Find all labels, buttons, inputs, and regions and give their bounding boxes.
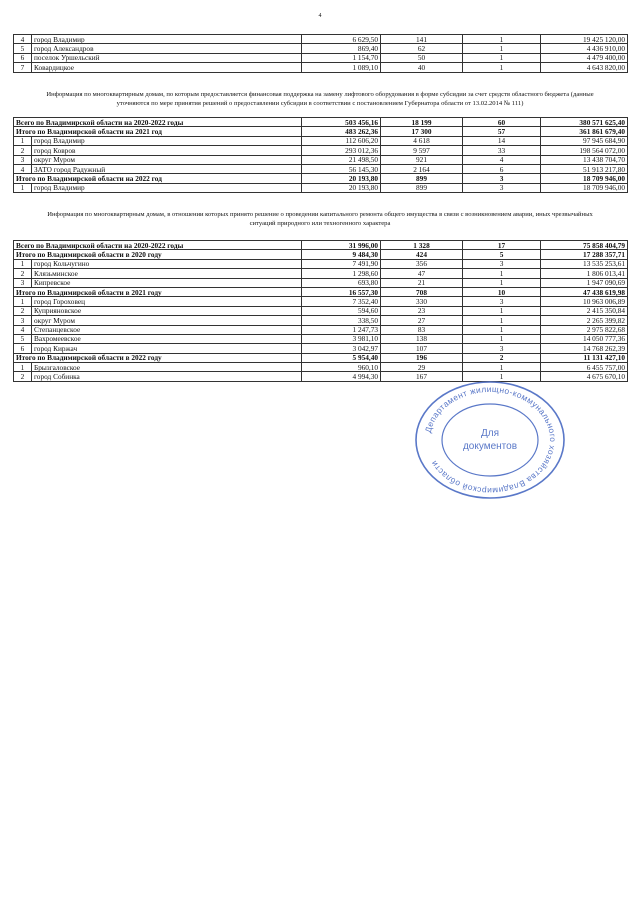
- cell-area: 869,40: [302, 44, 381, 53]
- cell-area: 594,60: [302, 306, 381, 315]
- cell-sum: 4 436 910,00: [541, 44, 628, 53]
- cell-number: 1: [14, 183, 32, 192]
- cell-houses: 1: [463, 316, 541, 325]
- cell-sum: 11 131 427,10: [541, 353, 628, 362]
- cell-people: 50: [381, 53, 463, 62]
- stamp-text-line2: документов: [462, 441, 518, 452]
- cell-name: Кипревское: [32, 278, 302, 287]
- cell-name: город Владимир: [32, 183, 302, 192]
- cell-people: 18 199: [381, 118, 463, 127]
- cell-name: город Гороховец: [32, 297, 302, 306]
- cell-number: 4: [14, 325, 32, 334]
- cell-people: 356: [381, 259, 463, 268]
- table-total-row: [14, 250, 628, 259]
- table-row: [14, 325, 628, 334]
- cell-houses: 10: [463, 287, 541, 296]
- cell-sum: 1 947 090,69: [541, 278, 628, 287]
- cell-houses: 4: [463, 155, 541, 164]
- table-row: [14, 164, 628, 173]
- cell-area: 960,10: [302, 363, 381, 372]
- cell-number: 1: [14, 136, 32, 145]
- cell-people: 921: [381, 155, 463, 164]
- cell-name: город Ковров: [32, 146, 302, 155]
- table-row: [14, 316, 628, 325]
- cell-number: 4: [14, 164, 32, 173]
- cell-number: 7: [14, 63, 32, 72]
- info-elevator-replacement: Информация по многоквартирным домам, по которым предоставляется финансовая поддержка на замену лифтового оборудования в форме субсидии за счет средств областного бюджета (данные уточняются по мере принятия решений о предоставлении субсидии в соответствии с постановлением Губернатора области от 13.02.2014 № 111): [46, 91, 594, 107]
- cell-houses: 3: [463, 183, 541, 192]
- cell-houses: 1: [463, 334, 541, 343]
- cell-number: 5: [14, 44, 32, 53]
- table-total-row: [14, 287, 628, 296]
- department-stamp: [412, 378, 568, 502]
- cell-houses: 1: [463, 44, 541, 53]
- cell-sum: 1 806 013,41: [541, 269, 628, 278]
- cell-people: 330: [381, 297, 463, 306]
- cell-people: 141: [381, 35, 463, 44]
- cell-people: 21: [381, 278, 463, 287]
- cell-number: 2: [14, 306, 32, 315]
- cell-people: 708: [381, 287, 463, 296]
- cell-name: город Кольчугино: [32, 259, 302, 268]
- cell-houses: 1: [463, 278, 541, 287]
- cell-houses: 3: [463, 174, 541, 183]
- cell-area: 1 154,70: [302, 53, 381, 62]
- cell-number: 1: [14, 259, 32, 268]
- cell-houses: 14: [463, 136, 541, 145]
- stamp-ring-textpath: Департамент жилищно-коммунального хозяйства Владимирской области: [422, 383, 559, 497]
- cell-people: 83: [381, 325, 463, 334]
- table-row: [14, 259, 628, 268]
- cell-sum: 14 768 262,39: [541, 344, 628, 353]
- table-emergency-repair: [13, 240, 628, 382]
- cell-sum: 18 709 946,00: [541, 174, 628, 183]
- cell-number: 2: [14, 269, 32, 278]
- table-total-row: [14, 174, 628, 183]
- cell-houses: 33: [463, 146, 541, 155]
- cell-area: 293 012,36: [302, 146, 381, 155]
- cell-area: 21 498,50: [302, 155, 381, 164]
- table-row: [14, 183, 628, 192]
- cell-people: 62: [381, 44, 463, 53]
- cell-area: 7 352,40: [302, 297, 381, 306]
- cell-houses: 2: [463, 353, 541, 362]
- cell-sum: 75 858 404,79: [541, 241, 628, 250]
- cell-name: Брызгаловское: [32, 363, 302, 372]
- cell-people: 23: [381, 306, 463, 315]
- cell-sum: 97 945 684,90: [541, 136, 628, 145]
- cell-name: Куприяновское: [32, 306, 302, 315]
- cell-houses: 6: [463, 164, 541, 173]
- cell-name: город Владимир: [32, 35, 302, 44]
- cell-houses: 3: [463, 297, 541, 306]
- cell-area: 693,80: [302, 278, 381, 287]
- table-row: [14, 334, 628, 343]
- table-body: [14, 118, 628, 193]
- cell-number: 5: [14, 334, 32, 343]
- cell-sum: 13 438 704,70: [541, 155, 628, 164]
- table-row: [14, 155, 628, 164]
- cell-number: 1: [14, 363, 32, 372]
- cell-people: 29: [381, 363, 463, 372]
- cell-area: 4 994,30: [302, 372, 381, 381]
- cell-area: 56 145,30: [302, 164, 381, 173]
- cell-houses: 3: [463, 259, 541, 268]
- cell-area: 31 996,00: [302, 241, 381, 250]
- cell-name: округ Муром: [32, 316, 302, 325]
- cell-area: 3 042,97: [302, 344, 381, 353]
- cell-area: 16 557,30: [302, 287, 381, 296]
- cell-name: город Александров: [32, 44, 302, 53]
- cell-sum: 10 963 006,89: [541, 297, 628, 306]
- table-row: [14, 297, 628, 306]
- cell-number: 2: [14, 372, 32, 381]
- cell-number: 1: [14, 297, 32, 306]
- cell-houses: 5: [463, 250, 541, 259]
- cell-number: 3: [14, 155, 32, 164]
- cell-houses: 1: [463, 35, 541, 44]
- cell-area: 6 629,50: [302, 35, 381, 44]
- cell-sum: 51 913 217,80: [541, 164, 628, 173]
- cell-number: 2: [14, 146, 32, 155]
- cell-name: Клязьминское: [32, 269, 302, 278]
- cell-sum: 47 438 619,98: [541, 287, 628, 296]
- table-total-row: [14, 241, 628, 250]
- cell-houses: 1: [463, 63, 541, 72]
- table-row: [14, 63, 628, 72]
- table-body: [14, 35, 628, 73]
- cell-people: 107: [381, 344, 463, 353]
- cell-name: Всего по Владимирской области на 2020-2022 годы: [14, 241, 302, 250]
- cell-people: 40: [381, 63, 463, 72]
- cell-sum: 2 415 350,84: [541, 306, 628, 315]
- cell-name: Итого по Владимирской области в 2021 году: [14, 287, 302, 296]
- cell-people: 899: [381, 183, 463, 192]
- cell-area: 7 491,90: [302, 259, 381, 268]
- cell-name: Итого по Владимирской области на 2022 год: [14, 174, 302, 183]
- cell-people: 27: [381, 316, 463, 325]
- cell-sum: 6 455 757,00: [541, 363, 628, 372]
- cell-people: 17 300: [381, 127, 463, 136]
- cell-sum: 2 975 822,68: [541, 325, 628, 334]
- table-row: [14, 363, 628, 372]
- table-row: [14, 278, 628, 287]
- page-number: 4: [318, 13, 322, 19]
- table-row: [14, 269, 628, 278]
- cell-area: 5 954,40: [302, 353, 381, 362]
- cell-area: 9 484,30: [302, 250, 381, 259]
- cell-houses: 60: [463, 118, 541, 127]
- cell-area: 338,50: [302, 316, 381, 325]
- cell-area: 112 606,20: [302, 136, 381, 145]
- cell-name: Итого по Владимирской области в 2020 году: [14, 250, 302, 259]
- info-emergency-repair: Информация по многоквартирным домам, в отношении которых принято решение о проведении капитального ремонта общего имущества в связи с возникновением аварии, иных чрезвычайных ситуаций природного или техногенного характера: [47, 211, 593, 227]
- cell-sum: 2 265 399,82: [541, 316, 628, 325]
- cell-name: Итого по Владимирской области на 2021 год: [14, 127, 302, 136]
- cell-people: 1 328: [381, 241, 463, 250]
- cell-sum: 4 643 820,00: [541, 63, 628, 72]
- cell-sum: 14 050 777,36: [541, 334, 628, 343]
- cell-houses: 3: [463, 344, 541, 353]
- cell-people: 9 597: [381, 146, 463, 155]
- cell-area: 1 298,60: [302, 269, 381, 278]
- cell-people: 167: [381, 372, 463, 381]
- stamp-inner-ring: [442, 404, 538, 476]
- cell-sum: 4 479 400,00: [541, 53, 628, 62]
- table-total-row: [14, 353, 628, 362]
- cell-houses: 1: [463, 372, 541, 381]
- cell-sum: 4 675 670,10: [541, 372, 628, 381]
- cell-people: 138: [381, 334, 463, 343]
- cell-number: 4: [14, 35, 32, 44]
- cell-area: 503 456,16: [302, 118, 381, 127]
- cell-houses: 57: [463, 127, 541, 136]
- cell-name: город Владимир: [32, 136, 302, 145]
- cell-people: 899: [381, 174, 463, 183]
- table-body: [14, 241, 628, 382]
- table-elevator-replacement: [13, 117, 628, 193]
- table-row: [14, 306, 628, 315]
- cell-name: город Киржач: [32, 344, 302, 353]
- cell-houses: 1: [463, 269, 541, 278]
- table-row: [14, 136, 628, 145]
- table-row: [14, 53, 628, 62]
- cell-number: 3: [14, 278, 32, 287]
- cell-name: Всего по Владимирской области на 2020-2022 годы: [14, 118, 302, 127]
- cell-area: 1 089,10: [302, 63, 381, 72]
- stamp-text-line1: Для: [480, 428, 500, 439]
- cell-people: 424: [381, 250, 463, 259]
- table-total-row: [14, 127, 628, 136]
- cell-name: округ Муром: [32, 155, 302, 164]
- table-total-row: [14, 118, 628, 127]
- table-row: [14, 35, 628, 44]
- cell-houses: 1: [463, 363, 541, 372]
- cell-area: 3 981,10: [302, 334, 381, 343]
- cell-name: Вахромеевское: [32, 334, 302, 343]
- cell-area: 20 193,80: [302, 174, 381, 183]
- cell-sum: 18 709 946,00: [541, 183, 628, 192]
- table-repair-list: [13, 34, 628, 73]
- cell-houses: 1: [463, 325, 541, 334]
- cell-number: 6: [14, 53, 32, 62]
- cell-people: 196: [381, 353, 463, 362]
- cell-name: Степанцевское: [32, 325, 302, 334]
- cell-area: 20 193,80: [302, 183, 381, 192]
- cell-people: 4 618: [381, 136, 463, 145]
- table-row: [14, 44, 628, 53]
- cell-houses: 1: [463, 306, 541, 315]
- table-row: [14, 344, 628, 353]
- table-row: [14, 146, 628, 155]
- cell-houses: 17: [463, 241, 541, 250]
- cell-houses: 1: [463, 53, 541, 62]
- cell-area: 1 247,73: [302, 325, 381, 334]
- cell-number: 3: [14, 316, 32, 325]
- cell-sum: 361 861 679,40: [541, 127, 628, 136]
- cell-number: 6: [14, 344, 32, 353]
- cell-sum: 380 571 625,40: [541, 118, 628, 127]
- cell-name: город Собинка: [32, 372, 302, 381]
- cell-area: 483 262,36: [302, 127, 381, 136]
- cell-name: поселок Уршельский: [32, 53, 302, 62]
- cell-sum: 19 425 120,00: [541, 35, 628, 44]
- stamp-outer-ring: [416, 382, 564, 498]
- cell-people: 47: [381, 269, 463, 278]
- cell-sum: 17 288 357,71: [541, 250, 628, 259]
- cell-people: 2 164: [381, 164, 463, 173]
- cell-sum: 198 564 072,00: [541, 146, 628, 155]
- cell-name: Ковардицкое: [32, 63, 302, 72]
- cell-name: ЗАТО город Радужный: [32, 164, 302, 173]
- cell-sum: 13 535 253,61: [541, 259, 628, 268]
- cell-name: Итого по Владимирской области в 2022 году: [14, 353, 302, 362]
